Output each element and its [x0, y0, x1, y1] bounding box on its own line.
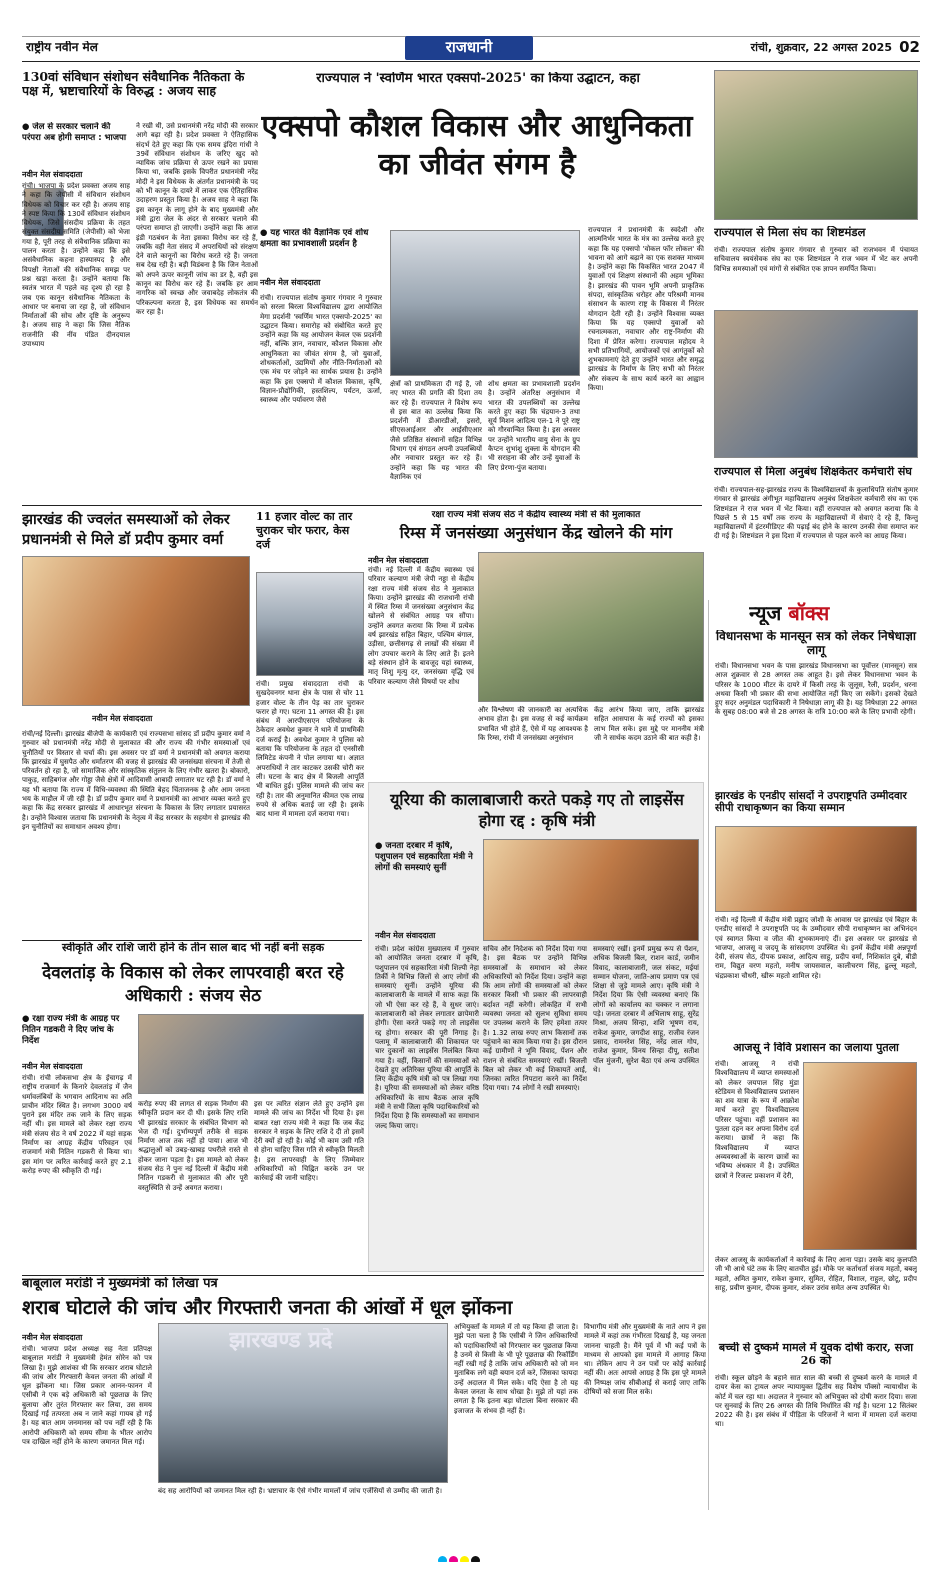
item3-body-col-1: रांची। आजसू ने रांची विश्वविद्यालय में व्याप्त समस्याओं को लेकर जयपाल सिंह मुंडा स्टेडियम से विश्वविद्यालय प्रशासन का शव यात्रा के रूप में आक्रोश मार्च करते हुए विश्वविद्यालय परिसर पहुंचा। वहीं प्रशासन का पुतला दहन कर अपना विरोध दर्ज कराया। छात्रों ने कहा कि विश्वविद्यालय में व्याप्त अव्यवस्थाओं के कारण छात्रों का भविष्य अंधकार में है। उपस्थित छात्रों ने रिजल्ट प्रकाशन में देरी, [715, 1060, 799, 1180]
body-col-1: रांची। नई दिल्ली में केंद्रीय स्वास्थ्य एवं परिवार कल्याण मंत्री जेपी नड्डा से केंद्रीय रक्षा राज्य मंत्री संजय सेठ ने मुलाकात किया। उन्होंने झारखंड की राजधानी रांची में स्थित रिम्स में जनसंख्या अनुसंधान केंद्र खोलने से संबंधित आग्रह पत्र सौंपा। उन्होंने अवगत कराया कि रिम्स में प्रत्येक वर्ष झारखंड सहित बिहार, पश्चिम बंगाल, उड़ीसा, छत्तीसगढ़ से लाखों की संख्या में लोग उपचार कराने के लिए आते हैं। इतने बड़े संस्थान होने के बावजूद यहां स्वास्थ्य, मातृ शिशु मृत्यु दर, जनसंख्या वृद्धि एवं परिवार कल्याण जैसे विषयों पर शोध [368, 566, 474, 686]
devaltand-photo [138, 1014, 364, 1094]
article-pradeep [22, 508, 250, 936]
print-registration-marks [438, 1550, 508, 1562]
subhead-bullet: ● रक्षा राज्य मंत्री के आग्रह पर नितिन गडकरी ने दिए जांच के निर्देश [22, 1014, 120, 1046]
photo-caption: बंद सह आरोपियों को जमानत मिल रही है। भ्रष्टाचार के ऐसे गंभीर मामलों में जांच एजेंसियों से उम्मीद की जाती है। [158, 1487, 442, 1495]
newsbox-title-left: न्यूज [749, 602, 782, 625]
caption: राज्यपाल से मिला संघ का शिष्टमंडल [714, 226, 866, 239]
item3-body-col-2: लेकर आजसू के कार्यकर्ताओं ने कार्रवाई के लिए आना पड़ा। उसके बाद कुलपति जी भी आधे घंटे तक के लिए बातचीत हुई। मौके पर कर्ताधर्ता संजय महतो, बबलू महतो, अमित कुमार, राकेश कुमार, सुमित, रोहित, विशाल, राहुल, छोटू, प्रदीप साहू, प्रवीण कुमार, दीपक कुमार, शंकर उरांव समेत अन्य उपस्थित थे। [715, 1256, 917, 1292]
headline: देवलतांड़ के विकास को लेकर लापरवाही बरत रहे अधिकारी : संजय सेठ [42, 963, 344, 1006]
article-urea [368, 782, 704, 1272]
photo-banner-text: झारखण्ड प्रदे [229, 1328, 333, 1353]
headline: रिम्स में जनसंख्या अनुसंधान केंद्र खोलने की मांग [399, 524, 673, 542]
pradeep-photo [22, 556, 250, 706]
divider [22, 505, 702, 506]
body-col-2: करोड़ रुपए की लागत से सड़क निर्माण की स्वीकृति प्रदान कर दी थी। इसके लिए राशि भी झारखंड सरकार के संबंधित विभाग को भेज दी गई। दुर्भाग्यपूर्ण तरीके से सड़क निर्माण आज तक नहीं हो पाया। आज भी श्रद्धालुओं को उबड़-खाबड़ पथरीले रास्ते से होकर जाना पड़ता है। इस मामले को लेकर संजय सेठ ने पुनः नई दिल्ली में केंद्रीय मंत्री नितिन गडकरी से मुलाकात की और पूरी वस्तुस्थिति से उन्हें अवगत कराया। [138, 1100, 248, 1192]
article-constitution [22, 70, 258, 500]
item4-headline: बच्ची से दुष्कर्म मामले में युवक दोषी करार, सजा 26 को [718, 1342, 914, 1367]
urea-photo [483, 839, 699, 941]
article-governor-sangh [712, 70, 920, 305]
dateline: रांची, शुक्रवार, 22 अगस्त 2025 [750, 42, 892, 54]
body-col-1: रांची। प्रदेश कांग्रेस मुख्यालय में गुरुवार को आयोजित जनता दरबार में कृषि, पशुपालन एवं सहकारिता मंत्री शिल्पी नेहा तिर्की ने विभिन्न जिलों से आए लोगों की समस्याएं सुनीं। उन्होंने यूरिया की कालाबाजारी के मामले में साफ कहा कि जो भी ऐसा कर रहे हैं, वे सुधर जाएं। कालाबाजारी को लेकर लगातार छापेमारी होगी। ऐसा करते पकड़े गए तो लाइसेंस रद्द होगा। सरकार की पूरी निगाह है। पलामू में कालाबाजारी की शिकायत पर चार दुकानों का लाइसेंस निलंबित किया गया है। वहीं, किसानों की समस्याओं को देखते हुए अतिरिक्त यूरिया की आपूर्ति के लिए केंद्रीय कृषि मंत्री को पत्र लिखा गया है। यूरिया की समस्याओं को लेकर वरिष्ठ अधिकारियों के साथ बैठक आज कृषि मंत्री ने सभी जिला कृषि पदाधिकारियों को निर्देश दिया है कि समस्याओं का समाधान जल्द किया जाए। [375, 945, 479, 1130]
governor-sangh-photo [714, 70, 918, 220]
bullet-icon: ● [22, 1014, 33, 1024]
kicker: रक्षा राज्य मंत्री संजय सेठ ने केंद्रीय स्वास्थ्य मंत्री से की मुलाकात [431, 510, 641, 520]
body-col-3: विभागीय मंत्री और मुख्यमंत्री के नाते आप ने इस मामले में कहां तक गंभीरता दिखाई है, यह जनता जानना चाहती है। मैंने पूर्व में भी कई पत्रों के माध्यम से आपको इस मामले में आगाह किया था। लेकिन आप ने उन पत्रों पर कोई कार्रवाई नहीं की। अतः आपसे आग्रह है कि इस पूरे मामले की निष्पक्ष जांच सीबीआई से कराई जाए ताकि दोषियों को सजा मिल सके। [584, 1323, 706, 1397]
body-col-1: रांची। राज्यपाल संतोष कुमार गंगवार ने गुरुवार को सरला बिरला विश्वविद्यालय द्वारा आयोजित मेगा प्रदर्शनी 'स्वर्णिम भारत एक्सपो-2025' का उद्घाटन किया। समारोह को संबोधित करते हुए उन्होंने कहा कि यह आयोजन केवल एक प्रदर्शनी नहीं, बल्कि ज्ञान, नवाचार, कौशल विकास और आधुनिकता का जीवंत संगम है, जो युवाओं, शोधकर्ताओं, उद्यमियों और नीति-निर्माताओं को एक मंच पर जोड़ने का सार्थक प्रयास है। उन्होंने कहा कि इस एक्सपो में कौशल विकास, कृषि, विज्ञान-प्रौद्योगिकी, हस्तशिल्प, पर्यटन, ऊर्जा, स्वास्थ्य और पर्यावरण जैसे [260, 294, 382, 405]
governor-teachers-photo [714, 310, 918, 458]
kicker: स्वीकृति और राशि जारी होने के तीन साल बाद भी नहीं बनी सड़क [61, 942, 325, 954]
body-col-2: ने रखी थी, उसे प्रधानमंत्री नरेंद्र मोदी की सरकार आगे बढ़ा रही है। प्रदेश प्रवक्ता ने ऐतिहासिक संदर्भ देते हुए कहा कि एक समय इंदिरा गांधी ने 39वें संविधान संशोधन के जरिए खुद को न्यायिक जांच प्रक्रिया से ऊपर रखने का प्रयास किया था, जबकि इसके विपरीत प्रधानमंत्री नरेंद्र मोदी ने इस विधेयक के अंतर्गत प्रधानमंत्री के पद को भी कानून के दायरे में लाकर एक ऐतिहासिक उदाहरण प्रस्तुत किया है। अजय साह ने कहा कि इस कानून के लागू होने के बाद मुख्यमंत्री और मंत्री द्वारा जेल के अंदर से सरकार चलाने की परंपरा समाप्त हो जाएगी। उन्होंने कहा कि आज इंडी गठबंधन के नेता इसका विरोध कर रहे हैं, जबकि वही नेता संसद में अपराधियों को संरक्षण देने वाले कानूनों का विरोध करते रहे हैं। जनता सब देख रही है। बड़ी विडंबना है कि जिन नेताओं को अपने ऊपर कानूनी जांच का डर है, वही इस कानून का विरोध कर रहे हैं। जबकि हर आम नागरिक को स्वच्छ और जवाबदेह लोकतंत्र की परिकल्पना करता है, इस विधेयक का समर्थन कर रहा है। [136, 122, 258, 316]
article-rims [368, 508, 704, 776]
body-col-1: रांची। भाजपा प्रदेश अध्यक्ष सह नेता प्रतिपक्ष बाबूलाल मरांडी ने मुख्यमंत्री हेमंत सोरेन को पत्र लिखा है। मुझे आशंका थी कि सरकार शराब घोटाले की जांच और गिरफ्तारी केवल जनता की आंखों में धूल झोंकना था। जिस प्रकार आनन-फानन में एसीबी ने एक बड़े अधिकारी को पूछताछ के लिए बुलाया और तुरंत गिरफ्तार कर लिया, उस समय दिखाई गई तत्परता अब न जाने कहां गायब हो गई है। यह बात आम जनमानस को पच नहीं रही है कि आरोपी अधिकारी को समय सीमा के भीतर आरोप पत्र दाखिल नहीं होने के कारण जमानत मिल गई। [22, 1345, 152, 1446]
rims-photo [478, 552, 704, 702]
body-col-4: राज्यपाल ने प्रधानमंत्री के स्वदेशी और आत्मनिर्भर भारत के मंत्र का उल्लेख करते हुए कहा कि यह एक्सपो 'वोकल फॉर लोकल' की भावना को आगे बढ़ाने का एक सशक्त माध्यम है। उन्होंने कहा कि विकसित भारत 2047 में युवाओं एवं शिक्षण संस्थानों की अहम भूमिका है। झारखंड की पावन भूमि अपनी प्राकृतिक संपदा, सांस्कृतिक धरोहर और परिश्रमी मानव संसाधन के कारण राष्ट्र के विकास में निरंतर योगदान देती रही है। उन्होंने विश्वास व्यक्त किया कि यह एक्सपो युवाओं को रचनात्मकता, नवाचार और राष्ट्र-निर्माण की दिशा में प्रेरित करेगा। राज्यपाल महोदय ने सभी प्रतिभागियों, आयोजकों एवं आगंतुकों को शुभकामनाएं देते हुए उन्होंने भारत और समृद्ध झारखंड के निर्माण के लिए सभी को निरंतर और संकल्प के साथ कार्य करने का आह्वान किया। [588, 226, 704, 393]
body-col-2: सचिव और निदेशक को निर्देश दिया गया है। इस बैठक पर उन्होंने विभिन्न समस्याओं के समाधान को लेकर अधिकारियों को निर्देश दिया। उन्होंने कहा कि आम लोगों की समस्याओं को लेकर सरकार किसी भी प्रकार की लापरवाही बर्दाश्त नहीं करेगी। लोकहित में सभी व्यवस्था जनता को सुलभ सुविधा समय पर उपलब्ध कराने के लिए हमेशा तत्पर है। 1.32 लाख रुपए लाभ किसानों तक पहुंचाने का काम किया गया है। इस दौरान कई ग्रामीणों ने भूमि विवाद, पेंशन और राशन से संबंधित समस्याएं रखीं। बिजली बिल को लेकर भी कई शिकायतें आईं, जिनका त्वरित निपटारा करने का निर्देश दिया गया। 74 लोगों ने रखी समस्याएं। [483, 945, 587, 1093]
item4-body: रांची। स्कूल छोड़ने के बहाने सात साल की बच्ची से दुष्कर्म करने के मामले में दायर केस का ट्रायल अपर न्यायायुक्त द्वितीय सह विशेष पॉक्सो न्यायाधीश के कोर्ट में चल रहा था। अदालत ने गुरुवार को अभियुक्त को दोषी करार दिया। सजा पर सुनवाई के लिए 26 अगस्त की तिथि निर्धारित की गई है। घटना 12 सितंबर 2022 की है। इस संबंध में पीड़िता के परिजनों ने थाना में मामला दर्ज कराया था। [715, 1374, 917, 1429]
body: रांची/नई दिल्ली। झारखंड बीजेपी के कार्यकारी एवं राज्यसभा सांसद डॉ प्रदीप कुमार वर्मा ने गुरुवार को प्रधानमंत्री नरेंद्र मोदी से मुलाकात की और राज्य की गंभीर समस्याओं एवं चुनौतियों पर विस्तार से चर्चा की। इस अवसर पर डॉ वर्मा ने प्रधानमंत्री को अवगत कराया कि झारखंड में घुसपैठ और धर्मांतरण की वजह से झारखंड की जनसंख्या संरचना में तेजी से परिवर्तन हो रहा है, जो सामाजिक और सांस्कृतिक संतुलन के लिए गंभीर खतरा है। बोकारो, पाकुड़, साहिबगंज और गोड्डा जैसे क्षेत्रों में आदिवासी आबादी लगातार घट रही है। डॉ वर्मा ने यह भी बताया कि राज्य में विधि-व्यवस्था की स्थिति बेहद चिंताजनक है और आम जनता भय के माहौल में जी रही है। डॉ प्रदीप कुमार वर्मा ने प्रधानमंत्री का आभार व्यक्त करते हुए कहा कि केंद्र सरकार झारखंड में आधारभूत संरचना के विकास के लिए लगातार प्रयासरत है। उन्होंने विश्वास जताया कि प्रधानमंत्री के नेतृत्व में केंद्र सरकार के सहयोग से झारखंड की इन चुनौतियों का समाधान अवश्य होगा। [22, 730, 250, 831]
article-marandi [22, 1277, 706, 1547]
bullet-icon: ● [260, 228, 271, 238]
headline: 11 हजार वोल्ट का तार चुराकर चोर फरार, केस दर्ज [256, 510, 353, 551]
subhead-bullet: ● यह भारत की वैज्ञानिक एवं शोध क्षमता का प्रभावशाली प्रदर्शन है [260, 228, 369, 249]
masthead [22, 36, 920, 62]
body-col-2: और विश्लेषण की जानकारी का अत्यधिक अभाव होता है। इस वजह से कई कार्यक्रम प्रभावित भी होते हैं, ऐसे में यह आवश्यक है कि रिम्स, रांची में जनसंख्या अनुसंधान [478, 706, 588, 742]
masthead-bottom-rule [22, 61, 920, 62]
black-mark [471, 1556, 480, 1562]
magenta-mark [449, 1556, 458, 1562]
caption: राज्यपाल से मिला अनुबंध शिक्षकेतर कर्मचारी संघ [714, 466, 912, 478]
section-tab [405, 36, 533, 60]
body: रांची। राज्यपाल संतोष कुमार गंगवार से गुरुवार को राजभवन में पंचायत सचिवालय स्वयंसेवक संघ का एक शिष्टमंडल ने राज भवन में भेंट कर अपनी विभिन्न समस्याओं एवं मांगों से संबंधित एक ज्ञापन समर्पित किया। [714, 246, 918, 273]
kicker: बाबूलाल मरांडी ने मुख्यमंत्री को लिखा पत्र [22, 1277, 218, 1291]
body-col-3: समस्याएं रखीं। इनमें प्रमुख रूप से पेंशन, अधिक बिजली बिल, राशन कार्ड, जमीन विवाद, कालाबाजारी, जल संकट, मईयां सम्मान योजना, जाति-आय प्रमाण पत्र एवं शिक्षा से जुड़े मामले आए। कृषि मंत्री ने निर्देश दिया कि ऐसी व्यवस्था बनाएं कि लोगों को कार्यालय का चक्कर न लगाना पड़े। जनता दरबार में अभिलाष साहू, सुरेंद्र मिश्रा, अजय सिन्हा, शशि भूषण राय, राकेश कुमार, जगदीश साहू, राजीव रंजन प्रसाद, रामनरेश सिंह, नरेंद्र लाल गोप, राजेश कुमार, विनय सिन्हा दीपू, सतीश पॉल मुंजनी, सुरेश बैठा एवं अन्य उपस्थित थे। [593, 945, 699, 1074]
body-col-3: शोध क्षमता का प्रभावशाली प्रदर्शन है। उन्होंने अंतरिक्ष अनुसंधान में भारत की उपलब्धियों का उल्लेख करते हुए कहा कि चंद्रयान-3 तथा सूर्य मिशन आदित्य एल-1 ने पूरे राष्ट्र को गौरवान्वित किया है। इस अवसर पर उन्होंने भारतीय वायु सेना के ग्रुप कैप्टन शुभांशु शुक्ला के योगदान की भी सराहना की और उन्हें युवाओं के लिए प्रेरणा-पुंज बताया। [488, 380, 580, 472]
article-tower [256, 508, 364, 936]
byline: नवीन मेल संवाददाता [375, 931, 436, 940]
body-col-3: केंद्र आरंभ किया जाए, ताकि झारखंड सहित आसपास के कई राज्यों को इसका लाभ मिल सके। इस मुद्दे पर माननीय मंत्री जी ने सार्थक कदम उठाने की बात कही है। [594, 706, 704, 742]
paper-name: राष्ट्रीय नवीन मेल [26, 41, 98, 54]
headline: 130वां संविधान संशोधन संवैधानिक नैतिकता के पक्ष में, भ्रष्टाचारियों के विरुद्ध : अजय साह [22, 70, 245, 99]
byline: नवीन मेल संवाददाता [92, 714, 153, 723]
cyan-mark [438, 1556, 447, 1562]
kicker: राज्यपाल ने 'स्वर्णिम भारत एक्सपो-2025' का किया उद्घाटन, कहा [316, 72, 640, 86]
headline: झारखंड की ज्वलंत समस्याओं को लेकर प्रधानमंत्री से मिले डॉ प्रदीप कुमार वर्मा [22, 511, 230, 548]
body-col-2: क्षेत्रों को प्राथमिकता दी गई है, जो नए भारत की प्रगति की दिशा तय कर रहे हैं। राज्यपाल ने विशेष रूप से इस बात का उल्लेख किया कि प्रदर्शनी में डीआरडीओ, इसरो, सीएसआईआर और आईसीएआर जैसे प्रतिष्ठित संस्थानों सहित विभिन्न विभाग एवं संगठन अपनी उपलब्धियों और नवाचार प्रस्तुत कर रहे हैं। उन्होंने कहा कि यह भारत की वैज्ञानिक एवं [390, 380, 482, 481]
bullet-icon: ● [375, 841, 386, 851]
headline: शराब घोटाले की जांच और गिरफ्तारी जनता की आंखों में धूल झोंकना [22, 1297, 513, 1319]
body: रांची। प्रमुख संवाददाता रांची के सुखदेवनगर थाना क्षेत्र के पास से चोर 11 हजार वोल्ट के तीन पेड़ का तार चुराकर फरार हो गए। घटना 11 अगस्त की है। इस संबंध में आरपीएसएन परियोजना के ठेकेदार अवधेश कुमार ने थाने में प्राथमिकी दर्ज कराई है। अवधेश कुमार ने पुलिस को बताया कि परियोजना के तहत दो एनसीसी लिमिटेड कंपनी ने पोल लगाया था। अज्ञात अपराधियों ने तार काटकर उसकी चोरी कर ली। घटना के बाद क्षेत्र में बिजली आपूर्ति भी बाधित हुई। पुलिस मामले की जांच कर रही है। तार की अनुमानित कीमत एक लाख रुपये से अधिक बताई जा रही है। इसके बाद थाना में मामला दर्ज कराया गया। [256, 680, 364, 819]
byline: नवीन मेल संवाददाता [22, 170, 83, 179]
headline: एक्सपो कौशल विकास और आधुनिकता का जीवंत संगम है [261, 109, 693, 182]
marandi-photo [158, 1323, 448, 1483]
byline: नवीन मेल संवाददाता [260, 278, 321, 287]
headline: यूरिया की कालाबाजारी करते पकड़े गए तो लाइसेंस होगा रद्द : कृषि मंत्री [390, 790, 684, 830]
body-col-1: रांची। भाजपा के प्रदेश प्रवक्ता अजय साह ने कहा कि जेपीसी में संविधान संशोधन विधेयक को विचार कर रही है। अजय साह ने स्पष्ट किया कि 130वें संविधान संशोधन विधेयक, जिसे संसदीय प्रक्रिया के तहत संयुक्त संसदीय समिति (जेपीसी) को भेजा गया है, पूरी तरह से संवैधानिक प्रक्रिया का पालन करता है। उन्होंने कहा कि इसे असंवैधानिक कहना हास्यास्पद है और विपक्षी नेताओं की संवैधानिक समझ पर प्रश्न खड़ा करता है। उन्होंने बताया कि स्वतंत्र भारत में पहले वह दृश्य हो रहा है जब एक कानून संवैधानिक नैतिकता के आधार पर बनाया जा रहा है, जो संविधान निर्माताओं की सोच और दृष्टि के अनुरूप है। अजय साह ने कहा कि जिस नैतिक राजनीति की नींव पंडित दीनदयाल उपाध्याय [22, 182, 130, 349]
page-number: 02 [899, 39, 920, 56]
body: रांची। राज्यपाल-सह-झारखंड राज्य के विश्वविद्यालयों के कुलाधिपति संतोष कुमार गंगवार से झारखंड अंगीभूत महाविद्यालय अनुबंध शिक्षकेतर कर्मचारी संघ का एक शिष्टमंडल ने राज भवन में भेंट किया। वहीं राज्यपाल को अवगत कराया कि वे पिछले 5 से 15 वर्षों तक राज्य के महाविद्यालयों में सेवाएं दे रहे हैं, किन्तु महाविद्यालयों में इंटरमीडिएट की पढ़ाई बंद होने के कारण उनकी सेवा समाप्त कर दी गई है। शिष्टमंडल ने इस दिशा में राज्यपाल से पहल करने का आग्रह किया। [714, 486, 918, 541]
divider [22, 940, 362, 941]
bullet-icon: ● [22, 122, 33, 132]
tower-photo [256, 572, 364, 676]
article-governor-teachers [712, 310, 920, 600]
news-box [708, 600, 920, 1510]
item1-body: रांची। विधानसभा भवन के पास झारखंड विधानसभा का पूर्वोत्तर (मानसून) सत्र आज शुक्रवार से 28 अगस्त तक आहूत है। इसे लेकर विधानसभा भवन के परिसर के 1000 मीटर के दायरे में किसी तरह के जुलूस, रैली, प्रदर्शन, धरना अथवा किसी भी प्रकार की सभा आयोजित नहीं किए जा सकेंगे। इसको देखते हुए सदर अनुमंडल पदाधिकारी ने निषेधाज्ञा लागू की है। यह निषेधाज्ञा 22 अगस्त के सुबह 08:00 बजे से 28 अगस्त के रात्रि 10:00 बजे के लिए प्रभावी रहेगी। [715, 662, 917, 717]
newsbox-title-right: बॉक्स [788, 602, 830, 625]
newsbox-title [749, 602, 909, 625]
body-col-2: अभियुक्तों के मामले में तो यह किया ही जाता है। मुझे पता चला है कि एसीबी ने जिन अधिकारियों को पदाधिकारियों को गिरफ्तार कर पूछताछ किया है उनमें से किसी के भी पूरे पूछताछ की रिकॉर्डिंग नहीं रखी गई है ताकि जांच अधिकारी को जो मन मुताबिक लगे वही बयान दर्ज करे, जिसका फायदा उन्हें अदालत में मिल सके। यदि ऐसा है तो यह केवल जनता के साथ धोखा है। मुझे तो यहां तक लगता है कि इतना बड़ा घोटाला बिना सरकार की इजाजत के संभव ही नहीं है। [454, 1323, 578, 1415]
expo-photo [390, 230, 580, 376]
article-devaltand [22, 942, 364, 1272]
byline: नवीन मेल संवाददाता [368, 556, 429, 565]
divider [22, 1275, 704, 1276]
byline: नवीन मेल संवाददाता [22, 1062, 83, 1071]
item2-headline: झारखंड के एनडीए सांसदों ने उपराष्ट्रपति उम्मीदवार सीपी राधाकृष्णन का किया सम्मान [715, 790, 907, 815]
section-name: राजधानी [445, 39, 493, 56]
item2-photo [715, 826, 917, 912]
article-expo [250, 70, 705, 500]
item3-photo [803, 1062, 917, 1250]
byline: नवीन मेल संवाददाता [22, 1333, 83, 1342]
item3-headline: आजसू ने विवि प्रशासन का जलाया पुतला [733, 1042, 899, 1054]
item1-headline: विधानसभा के मानसून सत्र को लेकर निषेधाज्ञा लागू [716, 630, 916, 657]
body-col-3: इस पर त्वरित संज्ञान लेते हुए उन्होंने इस मामले की जांच का निर्देश भी दिया है। इस बाबत रक्षा राज्य मंत्री ने कहा कि जब केंद्र सरकार ने सड़क के लिए राशि दे दी तो इसमें देरी क्यों हो रही है। कोई भी काम उसी गति से होना चाहिए जिस गति से स्वीकृति मिलती है। इस लापरवाही के लिए जिम्मेवार अधिकारियों को चिह्नित करके उन पर कार्रवाई की जानी चाहिए। [254, 1100, 364, 1183]
yellow-mark [460, 1556, 469, 1562]
item2-body: रांची। नई दिल्ली में केंद्रीय मंत्री प्रह्लाद जोशी के आवास पर झारखंड एवं बिहार के एनडीए सांसदों ने उपराष्ट्रपति पद के उम्मीदवार सीपी राधाकृष्णन का अभिनंदन एवं स्वागत किया व जीत की शुभकामनाएं दीं। इस अवसर पर झारखंड से भाजपा, आजसू व जदयू के सांसदगण उपस्थित थे। इनमें केंद्रीय मंत्री अन्नपूर्णा देवी, संजय सेठ, दीपक प्रकाश, आदित्य साहू, प्रदीप वर्मा, निशिकांत दुबे, बीडी राम, विद्युत वरण महतो, मनीष जायसवाल, कालीचरण सिंह, ढुल्लू महतो, चंद्रप्रकाश चौधरी, खीरू महतो शामिल रहे। [715, 916, 917, 980]
body-col-1: रांची। रांची लोकसभा क्षेत्र के ईचागढ़ में राष्ट्रीय राजमार्ग के किनारे देवलतांड़ में जैन धर्मावलंबियों के भगवान आदिनाथ का अति प्राचीन मंदिर स्थित है। लगभग 3000 वर्ष पुराने इस मंदिर तक जाने के लिए सड़क नहीं थी। इस मामले को लेकर रक्षा राज्य मंत्री संजय सेठ ने वर्ष 2022 में यहां सड़क निर्माण का आग्रह केंद्रीय परिवहन एवं राजमार्ग मंत्री नितिन गडकरी से किया था। इस मांग पर त्वरित कार्रवाई करते हुए 2.1 करोड़ रुपए की स्वीकृति दी गई। [22, 1074, 132, 1175]
subhead-bullet: ● जेल से सरकार चलाने की परंपरा अब होगी समाप्त : भाजपा [22, 122, 127, 143]
subhead-bullet: ● जनता दरबार में कृषि, पशुपालन एवं सहकारिता मंत्री ने लोगों की समस्याएं सुनीं [375, 841, 473, 873]
